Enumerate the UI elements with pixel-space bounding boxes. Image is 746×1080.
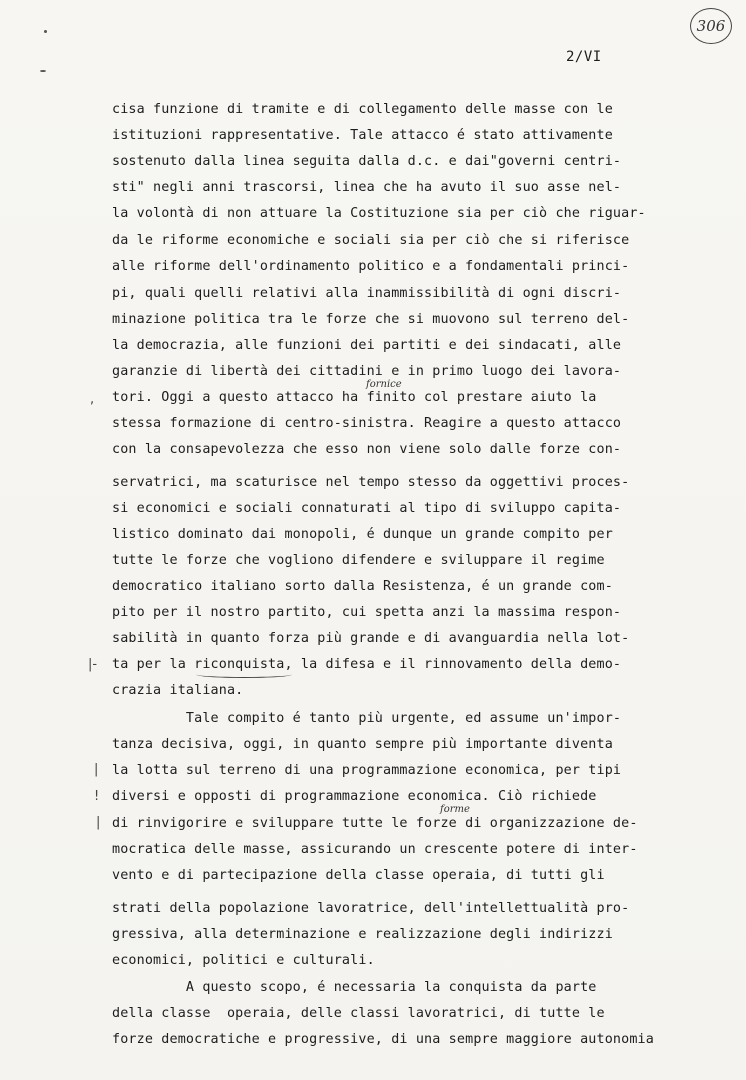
page-number: 2/VI bbox=[566, 49, 602, 65]
text-line: crazia italiana. bbox=[112, 683, 244, 698]
text-line: economici, politici e culturali. bbox=[112, 953, 375, 968]
text-line: servatrici, ma scaturisce nel tempo stesso da oggettivi proces- bbox=[112, 475, 630, 490]
text-line: alle riforme dell'ordinamento politico e a fondamentali princi- bbox=[112, 259, 630, 274]
text-line: tanza decisiva, oggi, in quanto sempre più importante diventa bbox=[112, 737, 613, 752]
text-line: gressiva, alla determinazione e realizzazione degli indirizzi bbox=[112, 927, 613, 942]
text-line: di rinvigorire e sviluppare tutte le forze di organizzazione de- bbox=[112, 816, 638, 831]
handwritten-underline bbox=[196, 671, 292, 678]
margin-mark: |- bbox=[88, 657, 98, 672]
text-line: stessa formazione di centro-sinistra. Reagire a questo attacco bbox=[112, 416, 622, 431]
handwritten-note-forze: forme bbox=[440, 804, 470, 815]
text-line: strati della popolazione lavoratrice, dell'intellettualità pro- bbox=[112, 901, 630, 916]
text-line: forze democratiche e progressive, di una sempre maggiore autonomia bbox=[112, 1032, 654, 1047]
text-line: tutte le forze che vogliono difendere e sviluppare il regime bbox=[112, 553, 605, 568]
text-line: pi, quali quelli relativi alla inammissibilità di ogni discri- bbox=[112, 286, 622, 301]
text-line: sostenuto dalla linea seguita dalla d.c. e dai"governi centri- bbox=[112, 154, 622, 169]
text-line: sti" negli anni trascorsi, linea che ha avuto il suo asse nel- bbox=[112, 180, 622, 195]
margin-mark: , bbox=[90, 392, 95, 407]
text-line: democratico italiano sorto dalla Resistenza, é un grande com- bbox=[112, 579, 613, 594]
margin-mark: | bbox=[96, 815, 101, 830]
text-line: diversi e opposti di programmazione economica. Ciò richiede bbox=[112, 789, 597, 804]
text-line: listico dominato dai monopoli, é dunque un grande compito per bbox=[112, 527, 613, 542]
text-line: Tale compito é tanto più urgente, ed assume un'impor- bbox=[112, 711, 622, 726]
text-line: la lotta sul terreno di una programmazione economica, per tipi bbox=[112, 763, 622, 778]
margin-mark: | bbox=[94, 762, 99, 777]
margin-mark: ! bbox=[94, 789, 100, 804]
text-line: mocratica delle masse, assicurando un crescente potere di inter- bbox=[112, 842, 638, 857]
text-line: con la consapevolezza che esso non viene solo dalle forze con- bbox=[112, 442, 622, 457]
text-line: la democrazia, alle funzioni dei partiti e dei sindacati, alle bbox=[112, 338, 622, 353]
text-line: sabilità in quanto forza più grande e di avanguardia nella lot- bbox=[112, 631, 630, 646]
text-line: minazione politica tra le forze che si muovono sul terreno del- bbox=[112, 312, 630, 327]
text-line: istituzioni rappresentative. Tale attacco é stato attivamente bbox=[112, 128, 613, 143]
text-line: pito per il nostro partito, cui spetta anzi la massima respon- bbox=[112, 605, 622, 620]
text-line: si economici e sociali connaturati al tipo di sviluppo capita- bbox=[112, 501, 622, 516]
text-line: tori. Oggi a questo attacco ha finito col prestare aiuto la bbox=[112, 390, 597, 405]
text-line: da le riforme economiche e sociali sia per ciò che si riferisce bbox=[112, 233, 630, 248]
text-line: A questo scopo, é necessaria la conquista da parte bbox=[112, 980, 597, 995]
text-line: garanzie di libertà dei cittadini e in primo luogo dei lavora- bbox=[112, 364, 622, 379]
text-line: ta per la riconquista, la difesa e il rinnovamento della demo- bbox=[112, 657, 622, 672]
text-line: la volontà di non attuare la Costituzione sia per ciò che riguar- bbox=[112, 206, 646, 221]
text-line: vento e di partecipazione della classe operaia, di tutti gli bbox=[112, 868, 605, 883]
archive-stamp: 306 bbox=[690, 8, 732, 44]
handwritten-note-finito: fornice bbox=[366, 379, 402, 390]
text-line: della classe operaia, delle classi lavoratrici, di tutte le bbox=[112, 1006, 605, 1021]
text-line: cisa funzione di tramite e di collegamento delle masse con le bbox=[112, 102, 613, 117]
